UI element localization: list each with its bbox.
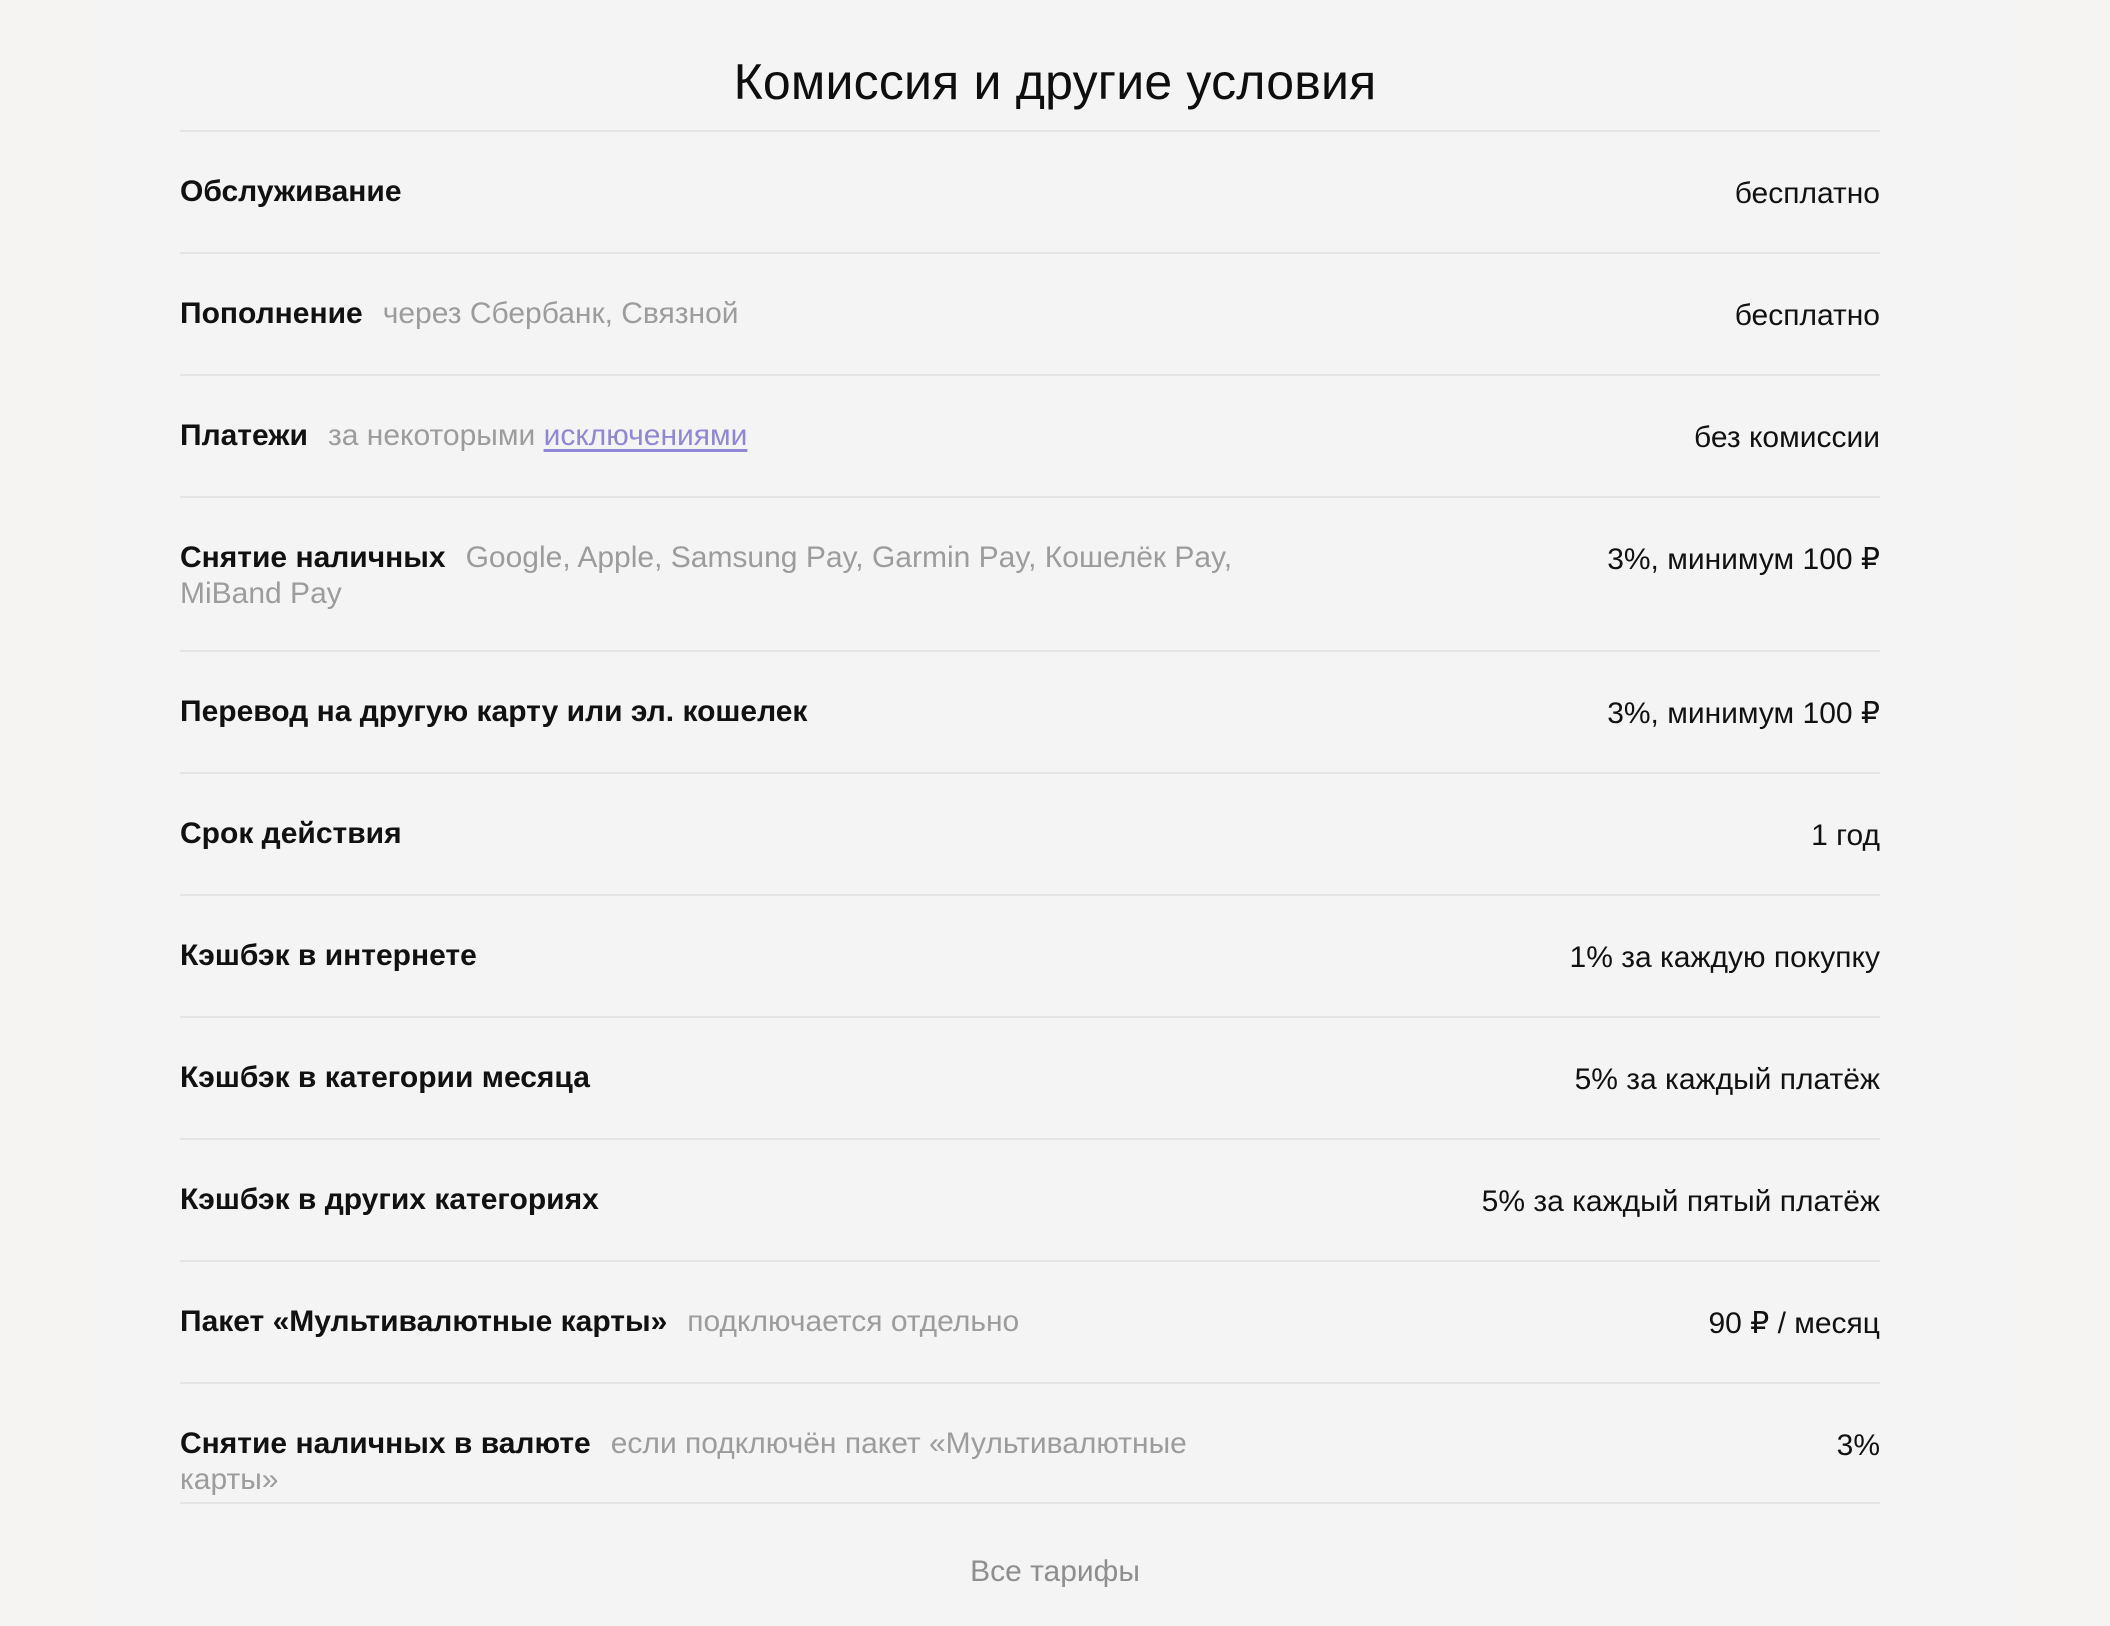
table-row [180, 1016, 1880, 1138]
row-label-wrap [180, 1384, 1240, 1498]
row-label-wrap [180, 774, 1240, 852]
row-note: за некоторыми [328, 419, 536, 452]
table-row [180, 1382, 1880, 1504]
table-row [180, 374, 1880, 496]
table-row [180, 130, 1880, 252]
row-label-wrap [180, 1018, 1240, 1096]
row-note: подключается отдельно [687, 1305, 1020, 1338]
row-label: Кэшбэк в интернете [180, 939, 477, 972]
table-row [180, 650, 1880, 772]
row-label: Кэшбэк в категории месяца [180, 1061, 590, 1094]
row-value: 3%, минимум 100 ₽ [1607, 543, 1880, 576]
row-label-wrap [180, 132, 1240, 210]
table-row [180, 772, 1880, 894]
row-label-wrap [180, 896, 1240, 974]
exceptions-link[interactable]: исключениями [543, 419, 748, 452]
table-row [180, 1138, 1880, 1260]
row-value: 1 год [1811, 819, 1880, 852]
row-value: 5% за каждый пятый платёж [1481, 1185, 1880, 1218]
row-value: 5% за каждый платёж [1574, 1063, 1880, 1096]
conditions-table [180, 130, 1880, 1504]
row-note: через Сбербанк, Связной [382, 297, 739, 330]
row-label: Пополнение [180, 297, 363, 330]
row-label-wrap [180, 376, 1240, 454]
row-label: Срок действия [180, 817, 402, 850]
row-label-wrap [180, 652, 1240, 730]
row-label-wrap [180, 1262, 1240, 1340]
all-tariffs-link[interactable]: Все тарифы [970, 1555, 1140, 1588]
row-label-wrap [180, 254, 1240, 332]
row-label: Снятие наличных [180, 541, 446, 574]
row-value: бесплатно [1734, 299, 1880, 332]
table-row [180, 252, 1880, 374]
page-title: Комиссия и другие условия [733, 54, 1377, 110]
row-value: 90 ₽ / месяц [1708, 1307, 1880, 1340]
table-row [180, 1260, 1880, 1382]
row-label: Перевод на другую карту или эл. кошелек [180, 695, 808, 728]
row-value: 1% за каждую покупку [1569, 941, 1880, 974]
row-label: Платежи [180, 419, 308, 452]
row-value: 3%, минимум 100 ₽ [1607, 697, 1880, 730]
row-label: Пакет «Мультивалютные карты» [180, 1305, 668, 1338]
row-label-wrap [180, 1140, 1240, 1218]
row-label: Снятие наличных в валюте [180, 1427, 591, 1460]
row-label: Кэшбэк в других категориях [180, 1183, 599, 1216]
table-row [180, 496, 1880, 650]
row-note: Google, Apple, Samsung Pay, Garmin Pay, Кошелёк Pay, MiBand Pay [180, 541, 1233, 610]
row-value: 3% [1836, 1429, 1880, 1462]
row-value: без комиссии [1693, 421, 1880, 454]
row-label: Обслуживание [180, 175, 402, 208]
row-note: если подключён пакет «Мультивалютные карты» [180, 1427, 1187, 1496]
table-row [180, 894, 1880, 1016]
row-value: бесплатно [1734, 177, 1880, 210]
row-label-wrap [180, 498, 1240, 612]
